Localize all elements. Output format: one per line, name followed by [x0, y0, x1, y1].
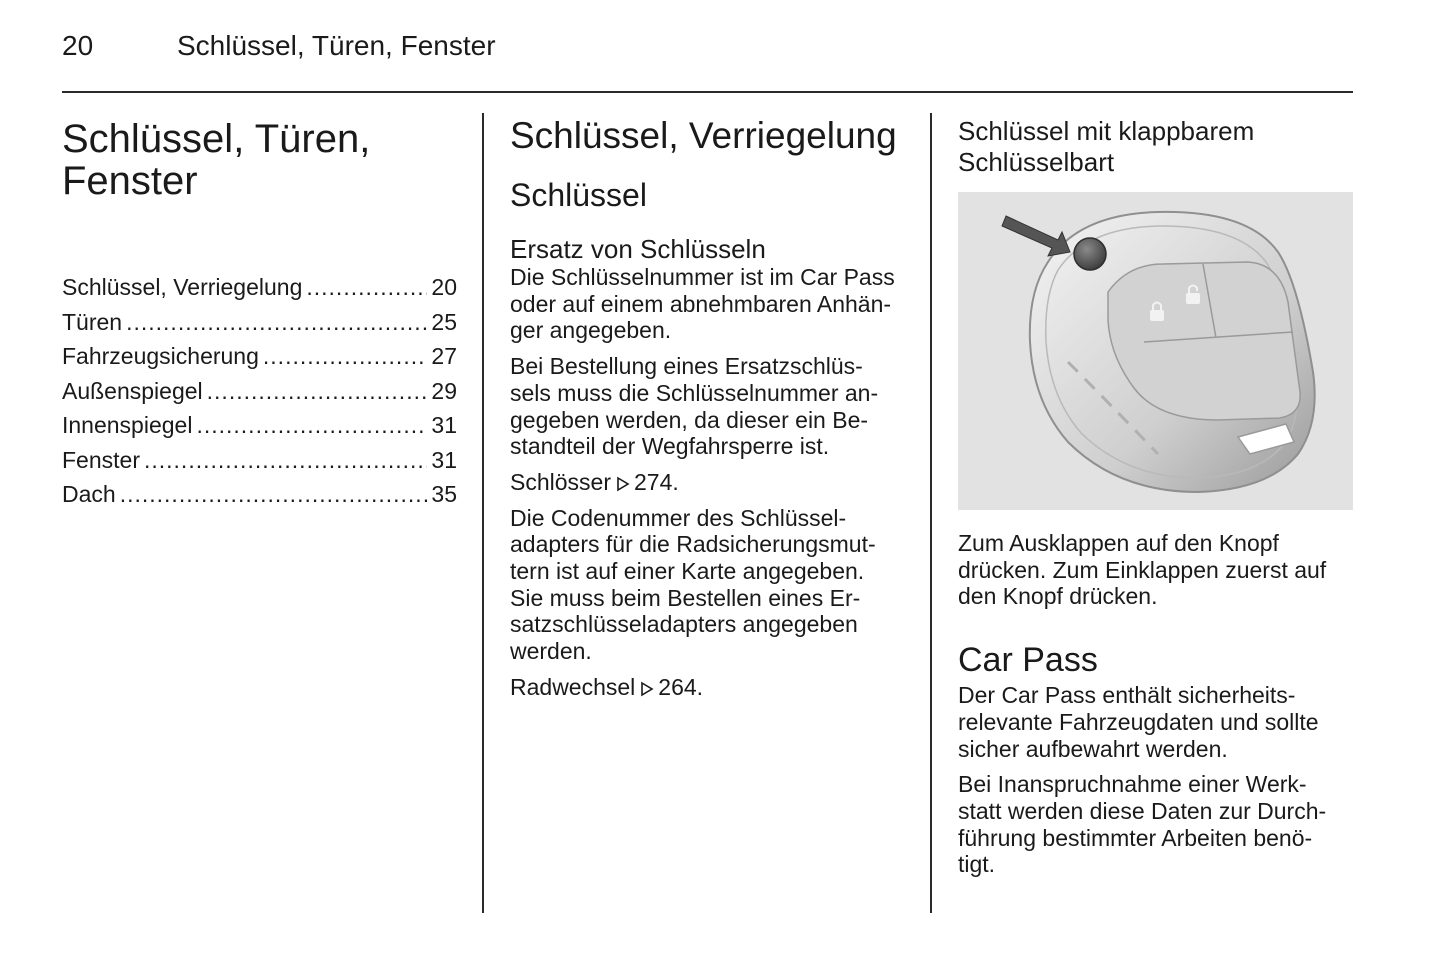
toc-leader: [196, 412, 427, 439]
reference-arrow-icon: [616, 476, 630, 492]
toc-entry[interactable]: [62, 378, 457, 413]
toc-label: Außenspiegel: [62, 377, 203, 404]
text-line: sicher aufbewahrt werden.: [958, 735, 1228, 762]
table-of-contents: [62, 274, 457, 516]
paragraph: [510, 353, 910, 460]
text-line: drücken. Zum Einklappen zuerst auf: [958, 556, 1327, 583]
text-line: statt werden diese Daten zur Durch-: [958, 797, 1327, 824]
text-line: tigt.: [958, 851, 996, 878]
text-line: satzschlüsseladapters angegeben: [510, 611, 858, 638]
column-2: [510, 110, 910, 710]
text-line: adapters für die Radsicherungsmut-: [510, 531, 876, 558]
text-line: Schlüsselbart: [958, 147, 1115, 177]
toc-label: Dach: [62, 481, 116, 507]
toc-page: 35: [431, 481, 457, 507]
chapter-title-line: Schlüssel, Türen,: [62, 117, 371, 161]
column-1: [62, 110, 457, 516]
toc-entry[interactable]: [62, 309, 457, 344]
toc-label: Türen: [62, 308, 123, 335]
toc-entry[interactable]: [62, 343, 457, 378]
page-number: 20: [62, 30, 94, 61]
text-line: Die Codenummer des Schlüssel-: [510, 504, 847, 531]
toc-page: 20: [431, 274, 457, 300]
text-line: führung bestimmter Arbeiten benö-: [958, 824, 1313, 851]
toc-entry[interactable]: [62, 447, 457, 482]
chapter-title: [62, 118, 457, 202]
text-line: ger angegeben.: [510, 317, 672, 344]
toc-entry[interactable]: [62, 412, 457, 447]
column-3: [958, 110, 1353, 887]
running-header: Schlüssel, Türen, Fenster: [177, 30, 496, 61]
toc-entry[interactable]: [62, 481, 457, 516]
text-line: tern ist auf einer Karte angegeben.: [510, 558, 865, 585]
text-line: oder auf einem abnehmbaren Anhän-: [510, 290, 892, 317]
header-rule: [62, 91, 1353, 93]
toc-label: Innenspiegel: [62, 412, 193, 438]
reference-label: Radwechsel: [510, 673, 636, 700]
toc-leader: [120, 481, 428, 508]
text-line: Schlüssel mit klappbarem: [958, 116, 1255, 146]
paragraph: [510, 505, 910, 665]
toc-leader: [306, 274, 427, 301]
text-line: Bei Bestellung eines Ersatzschlüs-: [510, 353, 863, 380]
toc-label: Schlüssel, Verriegelung: [62, 274, 303, 300]
toc-leader: [144, 447, 427, 474]
paragraph: [958, 682, 1353, 762]
subsection-heading: Schlüssel: [510, 177, 647, 213]
cross-reference[interactable]: [510, 469, 910, 496]
toc-leader: [126, 309, 427, 336]
car-pass-heading: Car Pass: [958, 641, 1098, 680]
toc-label: Fenster: [62, 446, 140, 473]
column-divider-1: [482, 113, 484, 913]
text-line: den Knopf drücken.: [958, 583, 1158, 610]
toc-entry[interactable]: [62, 274, 457, 309]
figure-caption: [958, 530, 1353, 610]
toc-page: 27: [431, 343, 457, 369]
toc-page: 31: [431, 446, 457, 473]
text-line: gegeben werden, da dieser ein Be-: [510, 406, 869, 433]
topic-heading: Ersatz von Schlüsseln: [510, 234, 766, 264]
reference-label: Schlösser: [510, 468, 611, 495]
text-line: Der Car Pass enthält sicherheits-: [958, 682, 1296, 709]
flip-key-icon: [958, 192, 1353, 510]
toc-leader: [263, 343, 428, 370]
cross-reference[interactable]: [510, 674, 910, 701]
text-line: Die Schlüsselnummer ist im Car Pass: [510, 264, 895, 290]
paragraph: [958, 771, 1353, 878]
text-line: standteil der Wegfahrsperre ist.: [510, 433, 830, 460]
toc-page: 25: [431, 308, 457, 335]
section-heading: Schlüssel, Verriegelung: [510, 115, 897, 156]
figure-heading: [958, 116, 1353, 178]
text-line: Bei Inanspruchnahme einer Werk-: [958, 771, 1307, 798]
toc-page: 31: [431, 412, 457, 438]
reference-arrow-icon: [640, 681, 654, 697]
toc-label: Fahrzeugsicherung: [62, 343, 259, 369]
text-line: sels muss die Schlüsselnummer an-: [510, 379, 879, 406]
text-line: Sie muss beim Bestellen eines Er-: [510, 584, 861, 611]
reference-page: 274.: [633, 468, 679, 495]
reference-page: 264.: [658, 673, 704, 700]
chapter-title-line: Fenster: [62, 159, 198, 203]
text-line: Zum Ausklappen auf den Knopf: [958, 530, 1279, 556]
toc-leader: [207, 378, 428, 405]
text-line: werden.: [510, 638, 592, 665]
paragraph: [510, 264, 910, 344]
column-divider-2: [930, 113, 932, 913]
toc-page: 29: [431, 377, 457, 404]
text-line: relevante Fahrzeugdaten und sollte: [958, 708, 1319, 735]
key-illustration: [958, 192, 1353, 510]
